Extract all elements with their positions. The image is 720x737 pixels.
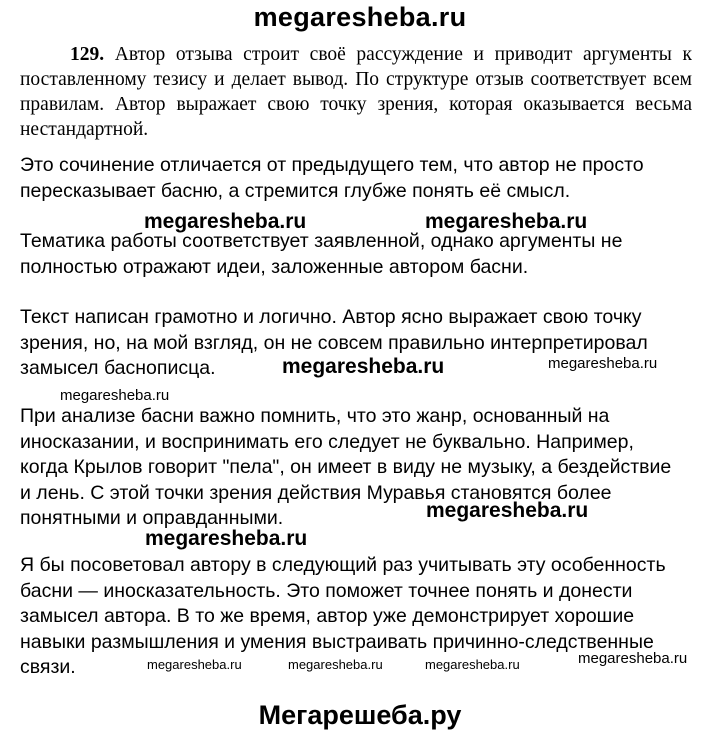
text-line: полностью отражают идеи, заложенные автором басни.: [20, 255, 529, 278]
text-line: замысел автора. В то же время, автор уже демонстрирует хорошие: [20, 605, 635, 627]
watermark: megaresheba.ru: [145, 527, 308, 550]
task-text: Автор отзыва строит своё рассуждение и приводит аргументы к поставленному тезису и делает вывод. По структуре отзыв соответствует всем правилам. Автор выражает свою точку зрения, которая оказывается весьма нестандартной.: [20, 44, 692, 140]
watermark: megaresheba.ru: [60, 387, 170, 404]
task-answer-intro: [20, 42, 692, 142]
site-title: megaresheba.ru: [253, 2, 467, 32]
watermark: megaresheba.ru: [144, 210, 307, 233]
paragraph-1: [20, 153, 644, 204]
text-line: замысел баснописца.: [20, 357, 216, 379]
watermark: megaresheba.ru: [548, 355, 658, 372]
text-line: и лень. С этой точки зрения действия Муравья становятся более: [20, 481, 612, 504]
watermark: megaresheba.ru: [282, 355, 445, 378]
text-line: Это сочинение отличается от предыдущего тем, что автор не просто: [20, 154, 644, 176]
text-line: навыки размышления и умения выстраивать причинно-следственные: [20, 630, 654, 653]
text-line: Текст написан грамотно и логично. Автор ясно выражает свою точку: [20, 306, 642, 328]
watermark: megaresheba.ru: [426, 499, 589, 522]
text-line: понятными и оправданными.: [20, 507, 284, 529]
watermark: megaresheba.ru: [425, 657, 520, 672]
watermark: megaresheba.ru: [147, 657, 242, 672]
paragraph-2: [20, 229, 622, 280]
task-number: 129.: [70, 44, 105, 65]
text-line: связи.: [20, 656, 76, 678]
watermark: megaresheba.ru: [578, 650, 688, 667]
footer-title: Мегарешеба.ру: [258, 700, 462, 730]
text-line: басни — иносказательность. Это поможет точнее понять и донести: [20, 579, 633, 602]
text-line: Тематика работы соответствует заявленной, однако аргументы не: [20, 230, 623, 252]
text-line: иносказании, и воспринимать его следует не буквально. Например,: [20, 430, 634, 453]
text-line: зрения, но, на мой взгляд, он не совсем правильно интерпретировал: [20, 331, 648, 354]
watermark: megaresheba.ru: [425, 210, 588, 233]
text-line: пересказывает басню, а стремится глубже понять её смысл.: [20, 179, 571, 202]
watermark: megaresheba.ru: [288, 657, 383, 672]
text-line: При анализе басни важно помнить, что это жанр, основанный на: [20, 405, 610, 427]
text-line: Я бы посоветовал автору в следующий раз учитывать эту особенность: [20, 554, 666, 576]
text-line: когда Крылов говорит "пела", он имеет в виду не музыку, а бездействие: [20, 456, 672, 478]
